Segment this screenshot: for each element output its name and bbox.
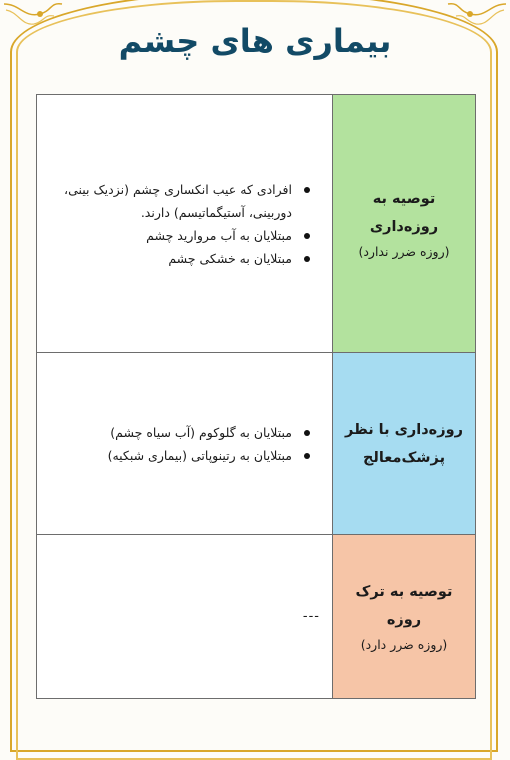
table-row [37,353,476,535]
empty-placeholder: --- [302,609,320,624]
row-content [37,353,333,535]
list-item: مبتلایان به خشکی چشم [45,247,312,270]
row-label-avoid-fasting [333,535,476,699]
row-label-doctor-opinion [333,353,476,535]
eye-disease-table [36,94,476,699]
label-line: روزه [386,611,422,628]
list-item: افرادی که عیب انکساری چشم (نزدیک بینی، دوربینی، آستیگماتیسم) دارند. [45,178,312,224]
label-line: روزه‌داری [369,218,439,235]
list-item: مبتلایان به رتینوپاتی (بیماری شبکیه) [45,444,312,467]
row-content [37,535,333,699]
row-content [37,95,333,353]
label-line: روزه‌داری با نظر [345,421,463,438]
row-note: (روزه ضرر دارد) [360,636,448,652]
label-line: پزشک‌معالج [362,449,446,466]
list-item: مبتلایان به آب مروارید چشم [45,224,312,247]
page-title: بیماری های چشم [118,22,392,60]
label-line: توصیه به ترک [355,583,453,600]
list-item: مبتلایان به گلوکوم (آب سیاه چشم) [45,421,312,444]
row-label-recommend-fasting [333,95,476,353]
table-row [37,95,476,353]
label-line: توصیه به [372,190,436,207]
table-row [37,535,476,699]
row-note: (روزه ضرر ندارد) [358,243,450,259]
